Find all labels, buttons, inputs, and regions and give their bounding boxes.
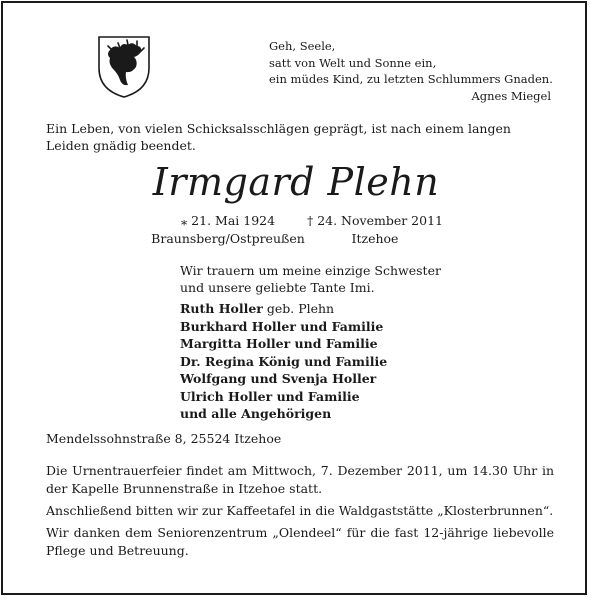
poem-quote [269, 38, 559, 104]
family-list [180, 300, 540, 423]
mourning-line: und unsere geliebte Tante Imi. [180, 280, 375, 295]
coat-of-arms-bear-paw-icon [96, 34, 152, 100]
mourning-line: Wir trauern um meine einzige Schwester [180, 263, 441, 278]
deceased-name: Irmgard Plehn [152, 160, 440, 204]
death-info [300, 212, 450, 248]
birth-place: Braunsberg/Ostpreußen [151, 231, 305, 246]
death-place: Itzehoe [351, 231, 399, 246]
intro-text: Ein Leben, von vielen Schicksalsschlägen geprägt, ist nach einem langen Leiden gnädig beendet. [46, 121, 511, 153]
family-member: Wolfgang und Svenja Holler [180, 371, 377, 386]
poem-author: Agnes Miegel [471, 88, 551, 103]
poem-line: Geh, Seele, [269, 39, 336, 53]
funeral-info: Die Urnentrauerfeier findet am Mittwoch, 7. Dezember 2011, um 14.30 Uhr in der Kapelle Brunnenstraße in Itzehoe statt. [46, 463, 554, 496]
family-member-name: Ruth Holler [180, 301, 263, 316]
family-member-suffix: geb. Plehn [262, 301, 335, 316]
birth-info [140, 212, 316, 248]
address: Mendelssohnstraße 8, 25524 Itzehoe [46, 431, 282, 446]
poem-line: ein müdes Kind, zu letzten Schlummers Gnaden. [269, 72, 553, 86]
death-date: † 24. November 2011 [306, 213, 443, 228]
family-member: und alle Angehörigen [180, 406, 332, 421]
family-member [180, 300, 540, 318]
family-member: Dr. Regina König und Familie [180, 353, 388, 369]
thanks-text: Wir danken dem Seniorenzentrum „Olendeel“ für die fast 12-jährige liebevolle Pflege und Betreuung. [46, 525, 554, 558]
birth-date: ⁎ 21. Mai 1924 [180, 213, 276, 228]
reception-info: Anschließend bitten wir zur Kaffeetafel in die Waldgaststätte „Klosterbrunnen“. [46, 503, 554, 518]
family-member: Burkhard Holler und Familie [180, 318, 384, 334]
poem-line: satt von Welt und Sonne ein, [269, 55, 437, 70]
family-member: Ulrich Holler und Familie [180, 388, 360, 404]
family-member: Margitta Holler und Familie [180, 336, 378, 351]
mourning-text [180, 262, 540, 296]
